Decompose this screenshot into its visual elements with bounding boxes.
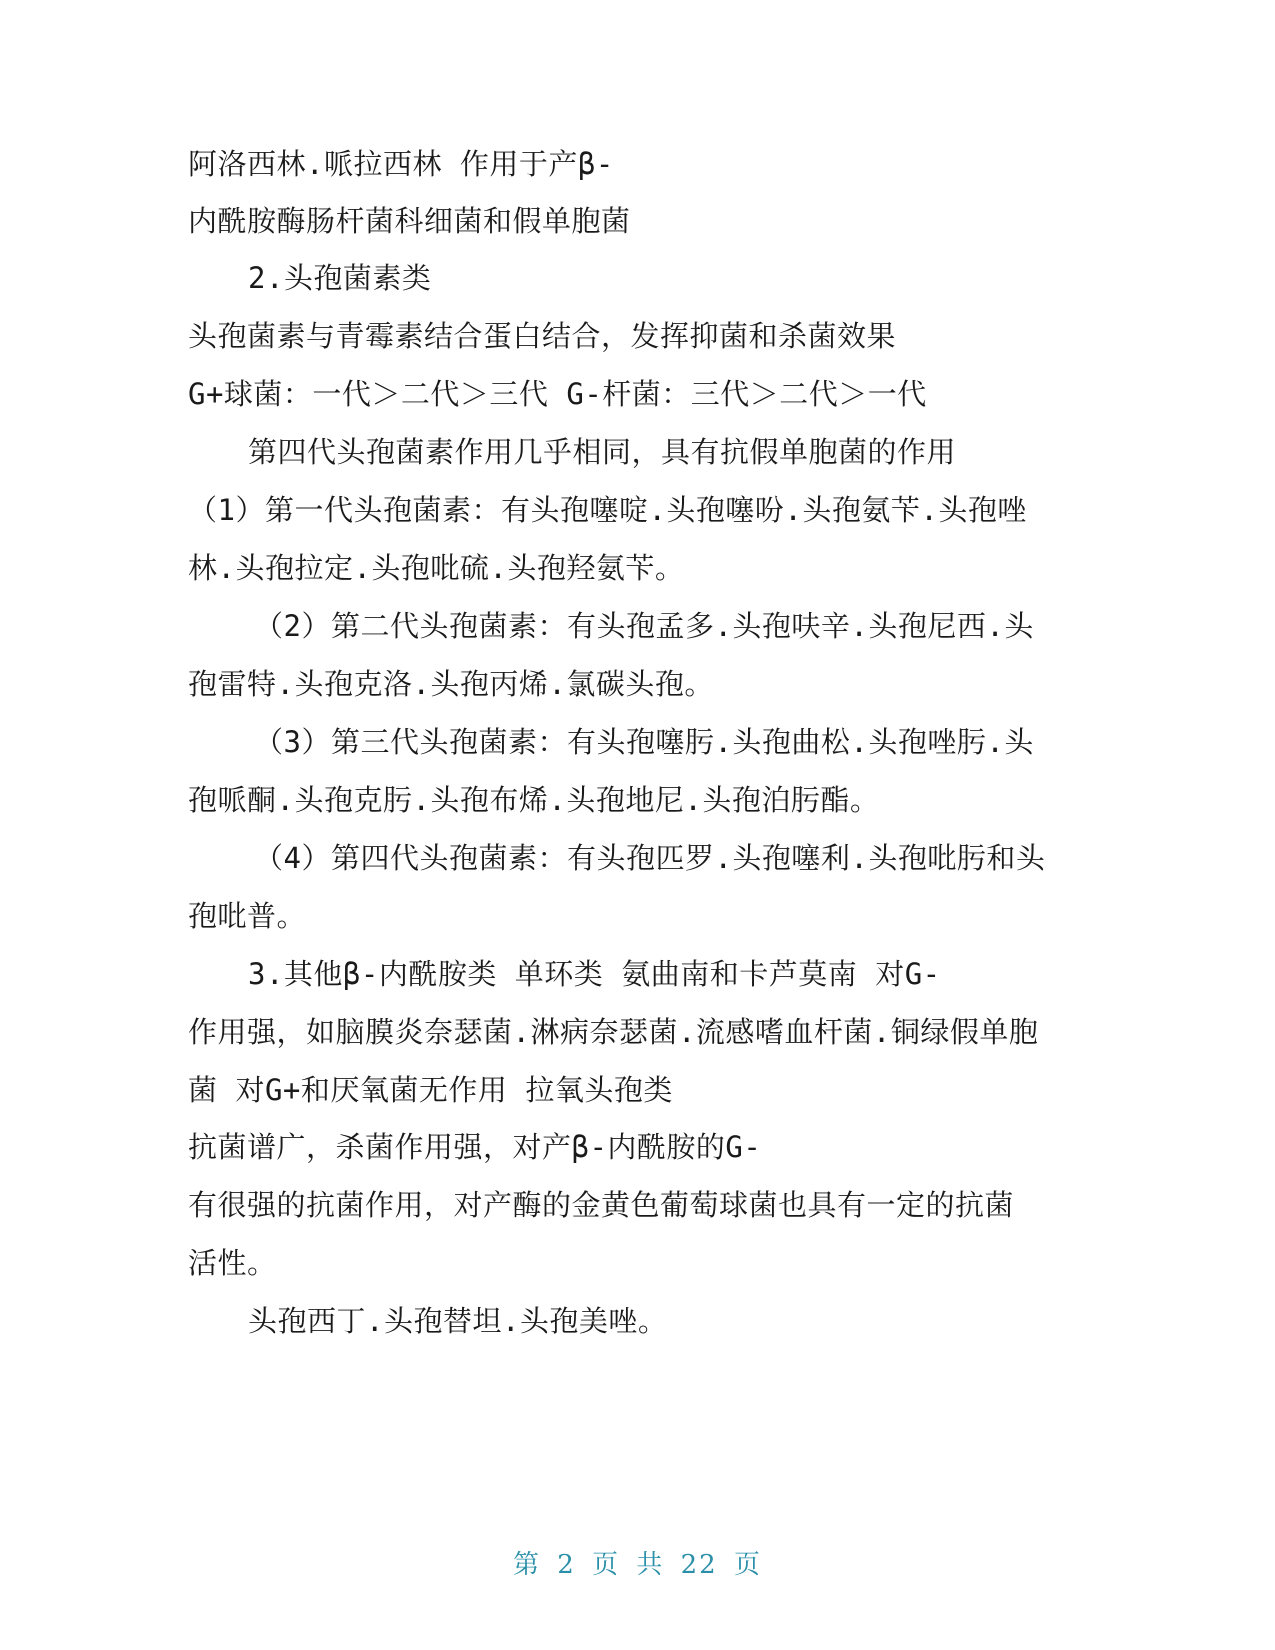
text-line: 林.头孢拉定.头孢吡硫.头孢羟氨苄。 [188, 551, 685, 585]
text-line: 内酰胺酶肠杆菌科细菌和假单胞菌 [188, 204, 631, 238]
text-line: 活性。 [188, 1246, 277, 1280]
text-line: 孢哌酮.头孢克肟.头孢布烯.头孢地尼.头孢泊肟酯。 [188, 783, 880, 817]
text-line: 抗菌谱广，杀菌作用强，对产β-内酰胺的G- [188, 1130, 762, 1164]
text-line: G+球菌：一代＞二代＞三代 G-杆菌：三代＞二代＞一代 [188, 377, 927, 411]
text-line: 阿洛西林.哌拉西林 作用于产β- [188, 147, 614, 181]
text-line: 头孢西丁.头孢替坦.头孢美唑。 [248, 1304, 668, 1338]
page-number-footer: 第 2 页 共 22 页 [513, 1550, 762, 1580]
text-line: 菌 对G+和厌氧菌无作用 拉氧头孢类 [188, 1073, 673, 1107]
text-line: （1）第一代头孢菌素：有头孢噻啶.头孢噻吩.头孢氨苄.头孢唑 [188, 493, 1027, 527]
text-line: 孢吡普。 [188, 899, 307, 933]
text-line: 孢雷特.头孢克洛.头孢丙烯.氯碳头孢。 [188, 667, 714, 701]
text-line: 作用强，如脑膜炎奈瑟菌.淋病奈瑟菌.流感嗜血杆菌.铜绿假单胞 [188, 1015, 1039, 1049]
text-line: （2）第二代头孢菌素：有头孢孟多.头孢呋辛.头孢尼西.头 [254, 609, 1034, 643]
text-line: （4）第四代头孢菌素：有头孢匹罗.头孢噻利.头孢吡肟和头 [254, 841, 1046, 875]
section-heading: 2.头孢菌素类 [248, 261, 432, 295]
text-line: 有很强的抗菌作用，对产酶的金黄色葡萄球菌也具有一定的抗菌 [188, 1188, 1015, 1222]
section-heading: 3.其他β-内酰胺类 单环类 氨曲南和卡芦莫南 对G- [248, 957, 941, 991]
text-line: 头孢菌素与青霉素结合蛋白结合，发挥抑菌和杀菌效果 [188, 319, 897, 353]
text-line: 第四代头孢菌素作用几乎相同，具有抗假单胞菌的作用 [248, 435, 957, 469]
text-line: （3）第三代头孢菌素：有头孢噻肟.头孢曲松.头孢唑肟.头 [254, 725, 1034, 759]
